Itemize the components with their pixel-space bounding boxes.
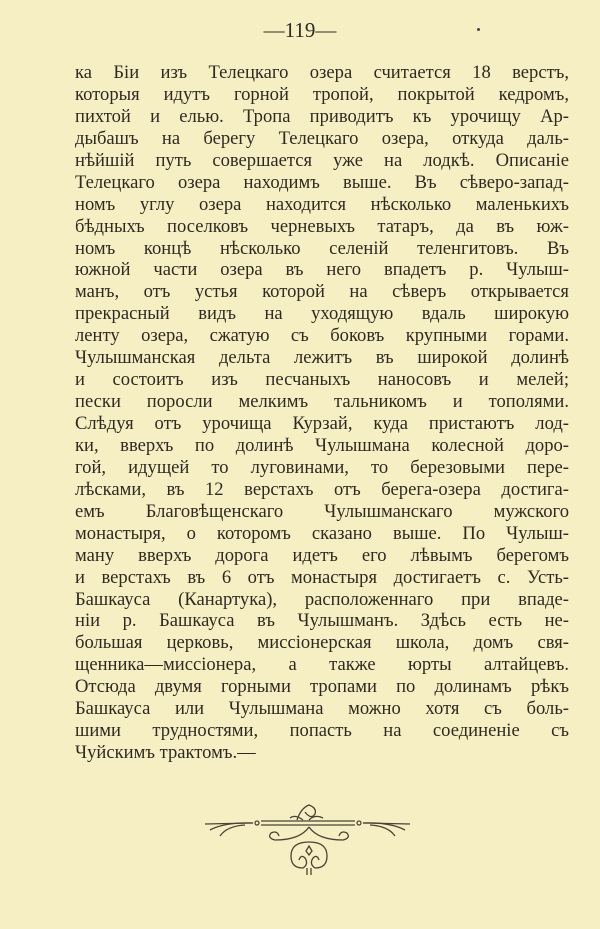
text-line: Башкауса или Чулышмана можно хотя съ боль-: [75, 698, 569, 720]
printer-dot: [477, 28, 480, 31]
text-line: ману вверхъ дорога идетъ его лѣвымъ берегомъ: [75, 544, 569, 566]
text-line: монастыря, о которомъ сказано выше. По Чулыш-: [75, 522, 569, 544]
text-line: которыя идутъ горной тропой, покрытой кедромъ,: [75, 83, 569, 105]
text-line: дыбашъ на берегу Телецкаго озера, откуда даль-: [75, 127, 569, 149]
text-line: пихтой и елью. Тропа приводитъ къ урочищу Ар-: [75, 105, 569, 127]
text-line: емъ Благовѣщенскаго Чулышманскаго мужского: [75, 500, 569, 522]
text-line: щенника—миссіонера, а также юрты алтайцевъ.: [75, 654, 569, 676]
text-line: ка Біи изъ Телецкаго озера считается 18 верстъ,: [75, 62, 569, 83]
text-line: номъ концѣ нѣсколько селеній теленгитовъ. Въ: [75, 237, 569, 259]
text-line: ки, вверхъ по долинѣ Чулышмана колесной доро-: [75, 434, 569, 456]
text-line: и состоитъ изъ песчаныхъ наносовъ и мелей;: [75, 369, 569, 391]
text-line: пески поросли мелкимъ тальникомъ и тополями.: [75, 391, 569, 413]
text-line: Слѣдуя отъ урочища Курзай, куда пристаютъ лод-: [75, 413, 569, 434]
text-line: манъ, отъ устья которой на сѣверъ открывается: [75, 281, 569, 303]
text-line: Телецкаго озера находимъ выше. Въ сѣверо-запад-: [75, 171, 569, 193]
text-line: нѣйшій путь совершается уже на лодкѣ. Описаніе: [75, 149, 569, 171]
ornament-tailpiece-icon: [205, 800, 410, 875]
text-line: бѣдныхъ поселковъ черневыхъ татаръ, да въ юж-: [75, 215, 569, 237]
text-line: гой, идущей то луговинами, то березовыми пере-: [75, 456, 569, 478]
text-line: Чулышманская дельта лежитъ въ широкой долинѣ: [75, 347, 569, 369]
text-line: шими трудностями, попасть на соединеніе съ: [75, 720, 569, 742]
text-line: Чуйскимъ трактомъ.—: [75, 742, 256, 764]
text-line: лѣсками, въ 12 верстахъ отъ берега-озера достига-: [75, 478, 569, 500]
text-line: и верстахъ въ 6 отъ монастыря достигаетъ с. Усть-: [75, 566, 569, 588]
text-line: ніи р. Башкауса въ Чулышманъ. Здѣсь есть не-: [75, 610, 569, 632]
body-text: [75, 62, 569, 764]
text-line: номъ углу озера находится нѣсколько маленькихъ: [75, 193, 569, 215]
text-line: Отсюда двумя горными тропами по долинамъ рѣкъ: [75, 676, 569, 698]
text-line: большая церковь, миссіонерская школа, домъ свя-: [75, 632, 569, 654]
text-line: Башкауса (Канартука), расположеннаго при впаде-: [75, 588, 569, 610]
page-number: —119—: [263, 18, 337, 42]
text-line: прекрасный видъ на уходящую вдаль широкую: [75, 303, 569, 325]
text-line: южной части озера въ него впадетъ р. Чулыш-: [75, 259, 569, 281]
text-line: ленту озера, сжатую съ боковъ крупными горами.: [75, 325, 569, 347]
